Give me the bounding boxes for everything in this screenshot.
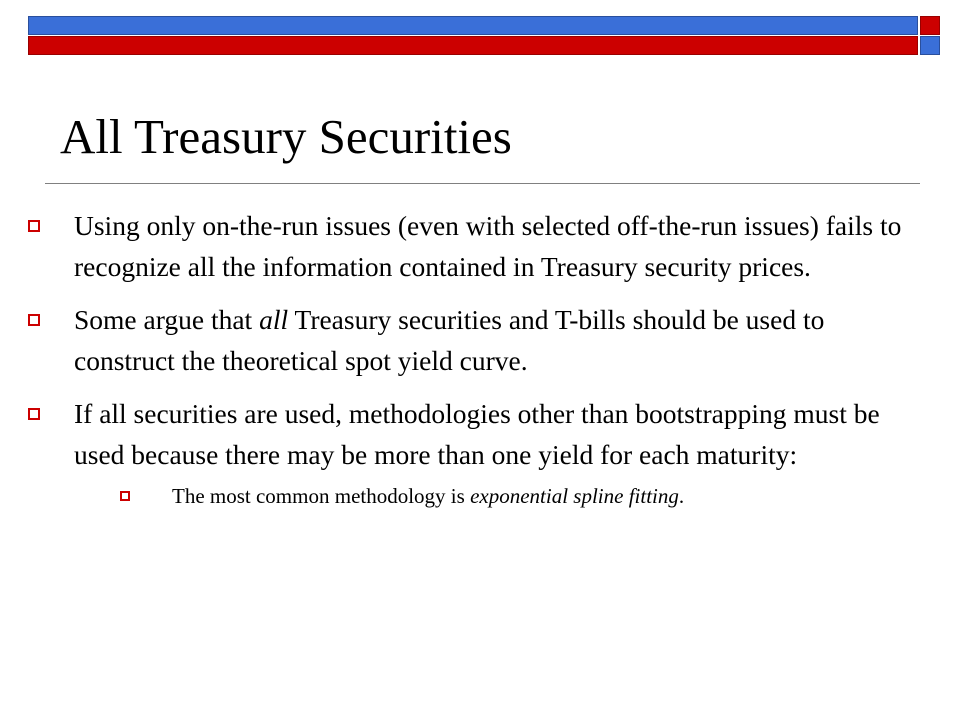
square-bullet-icon [120, 491, 130, 501]
sub-bullet-item [120, 481, 923, 511]
bullet-text-post: Treasury securities and T-bills should be used to construct the theoretical spot yield curve. [74, 304, 825, 376]
bullet-item-2 [28, 299, 923, 381]
bullet-item-3 [28, 393, 923, 475]
slide-body [28, 205, 923, 511]
header-square-blue [920, 36, 940, 55]
sub-bullet-text-pre: The most common methodology is [172, 484, 471, 508]
slide-title: All Treasury Securities [60, 109, 512, 164]
square-bullet-icon [28, 314, 40, 326]
bullet-text-emphasis: all [259, 304, 289, 335]
sub-bullet-text-post: . [678, 484, 685, 508]
square-bullet-icon [28, 220, 40, 232]
title-divider [45, 183, 920, 184]
bullet-text: If all securities are used, methodologies other than bootstrapping must be used because there may be more than one yield for each maturity: [74, 398, 880, 470]
bullet-text: Using only on-the-run issues (even with selected off-the-run issues) fails to recognize all the information contained in Treasury security prices. [74, 210, 902, 282]
bullet-text-pre: Some argue that [74, 304, 260, 335]
bullet-item-1 [28, 205, 923, 287]
header-bar-blue [28, 16, 918, 35]
square-bullet-icon [28, 408, 40, 420]
sub-bullet-text-emphasis: exponential spline fitting [470, 484, 679, 508]
header-square-red [920, 16, 940, 35]
header-bar-red [28, 36, 918, 55]
